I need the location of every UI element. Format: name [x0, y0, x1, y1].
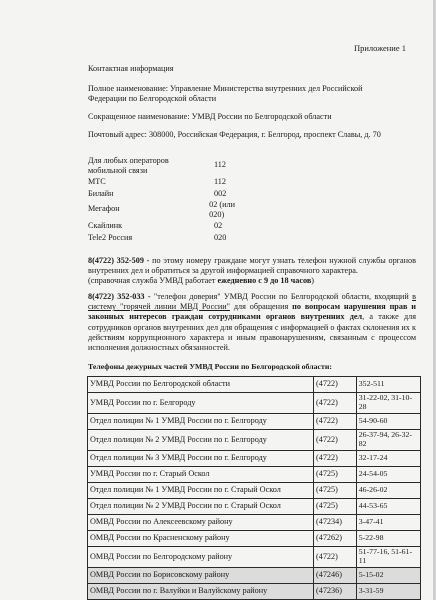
- operator-name: Для любых операторов мобильной связи: [88, 156, 169, 175]
- hotline-link[interactable]: в систему "горячей линии МВД России": [88, 292, 417, 312]
- trust-phone-part3: , а также для сотрудников органов внутренних дел для обращения с информацией о фактах склонения их к действиям коррупционного характера и иным правонарушениям, связанным с процессом исполнения должностных обязанностей.: [88, 312, 417, 353]
- phone-number: 44-53-65: [356, 499, 420, 515]
- operator-row: [88, 200, 238, 219]
- phone-number: 46-26-02: [356, 483, 420, 499]
- area-code: (4722): [314, 451, 357, 467]
- table-row: [88, 515, 421, 531]
- unit-name: ОМВД России по Борисовскому району: [88, 568, 314, 584]
- phone-number: 352-511: [356, 377, 420, 393]
- phone-number: 54-90-60: [356, 414, 420, 430]
- phone-number: 32-17-24: [356, 451, 420, 467]
- unit-name: УМВД России по Белгородской области: [88, 377, 314, 393]
- operator-row: [88, 156, 238, 175]
- info-note-prefix: (справочная служба УМВД работает: [88, 276, 218, 286]
- unit-name: ОМВД России по Алексеевскому району: [88, 515, 314, 531]
- area-code: (47234): [314, 515, 357, 531]
- operator-code: 112: [214, 177, 226, 186]
- operator-name: Билайн: [88, 188, 114, 198]
- area-code: (4722): [314, 377, 357, 393]
- unit-name: Отдел полиции № 2 УМВД России по г. Белгороду: [88, 430, 314, 451]
- operator-name: Мегафон: [88, 204, 120, 213]
- unit-name: ОМВД России по г. Валуйки и Валуйскому району: [88, 584, 314, 600]
- trust-phone-part2: для обращения: [229, 302, 293, 312]
- table-row: [88, 547, 421, 568]
- operator-name: Скайлинк: [88, 221, 123, 230]
- operator-code: 020: [214, 232, 227, 242]
- operators-list: [88, 156, 238, 244]
- table-row: [88, 531, 421, 547]
- phone-number: 5-22-98: [356, 531, 420, 547]
- area-code: (4725): [314, 483, 357, 499]
- table-row: [88, 430, 421, 451]
- info-note-hours: ежедневно с 9 до 18 часов: [217, 276, 312, 286]
- duty-phones-table: [87, 376, 421, 600]
- phone-number: 5-15-02: [356, 568, 420, 584]
- unit-name: Отдел полиции № 2 УМВД России по г. Старый Оскол: [88, 499, 314, 515]
- operator-row: [88, 177, 238, 187]
- table-row: [88, 568, 421, 584]
- appendix-label: Приложение 1: [354, 43, 406, 53]
- operator-code: 002: [214, 188, 227, 198]
- area-code: (4722): [314, 547, 357, 568]
- contact-heading: Контактная информация: [88, 64, 174, 73]
- unit-name: ОМВД России по Белгородскому району: [88, 547, 314, 568]
- unit-name: ОМВД России по Красненскому району: [88, 531, 314, 547]
- phone-number: 31-22-02, 31-10-28: [356, 393, 420, 414]
- table-row: [88, 467, 421, 483]
- operator-code: 112: [214, 160, 226, 169]
- info-note-suffix: ): [311, 276, 315, 286]
- table-row: [88, 377, 421, 393]
- short-name: Сокращенное наименование: УМВД России по Белгородской области: [88, 112, 332, 121]
- table-row: [88, 451, 421, 467]
- area-code: (4722): [314, 414, 357, 430]
- unit-name: УМВД России по г. Белгороду: [88, 393, 314, 414]
- table-row: [88, 393, 421, 414]
- unit-name: Отдел полиции № 3 УМВД России по г. Белгороду: [88, 451, 314, 467]
- info-phone-paragraph: [88, 256, 416, 287]
- area-code: (47246): [314, 568, 357, 584]
- phone-number: 3-47-41: [356, 515, 420, 531]
- table-row: [88, 584, 421, 600]
- trust-phone-paragraph: [88, 292, 416, 353]
- unit-name: Отдел полиции № 1 УМВД России по г. Белгороду: [88, 414, 314, 430]
- unit-name: Отдел полиции № 1 УМВД России по г. Старый Оскол: [88, 483, 314, 499]
- operator-row: [88, 233, 238, 243]
- trust-phone-part1: "телефон доверия" УМВД России по Белгородской области, входящий: [150, 292, 413, 301]
- unit-name: УМВД России по г. Старый Оскол: [88, 467, 314, 483]
- table-row: [88, 414, 421, 430]
- trust-phone-number: 8(4722) 352-033 -: [88, 292, 151, 301]
- area-code: (47262): [314, 531, 357, 547]
- table-row: [88, 483, 421, 499]
- info-phone-number: 8(4722) 352-509 -: [88, 256, 150, 265]
- phone-number: 3-31-59: [356, 584, 420, 600]
- operator-name: МТС: [88, 177, 106, 186]
- phone-number: 26-37-94, 26-32-82: [356, 430, 420, 451]
- phone-number: 24-54-05: [356, 467, 420, 483]
- full-name-line2: Федерации по Белгородской области: [88, 94, 217, 103]
- full-name-line1: Полное наименование: Управление Министерства внутренних дел Российской: [88, 84, 363, 93]
- phone-number: 51-77-16, 51-61-11: [356, 547, 420, 568]
- area-code: (4722): [314, 430, 357, 451]
- table-row: [88, 499, 421, 515]
- info-phone-text: по этому номеру граждане могут узнать телефон нужной службы органов внутренних дел и обратиться за другой информацией справочного характера.: [88, 256, 417, 276]
- area-code: (47236): [314, 584, 357, 600]
- area-code: (4725): [314, 467, 357, 483]
- area-code: (4725): [314, 499, 357, 515]
- operator-name: Tele2 Россия: [88, 232, 133, 242]
- duty-heading: Телефоны дежурных частей УМВД России по Белгородской области:: [88, 362, 332, 371]
- operator-code: 02 (или 020): [209, 200, 235, 219]
- operator-row: [88, 189, 238, 199]
- operator-row: [88, 221, 238, 231]
- trust-phone-bold: по вопросам нарушения прав и законных интересов граждан сотрудниками органов внутренних дел: [88, 302, 416, 322]
- operator-code: 02: [214, 221, 223, 230]
- area-code: (4722): [314, 393, 357, 414]
- postal-address: Почтовый адрес: 308000, Российская Федерация, г. Белгород, проспект Славы, д. 70: [88, 130, 381, 139]
